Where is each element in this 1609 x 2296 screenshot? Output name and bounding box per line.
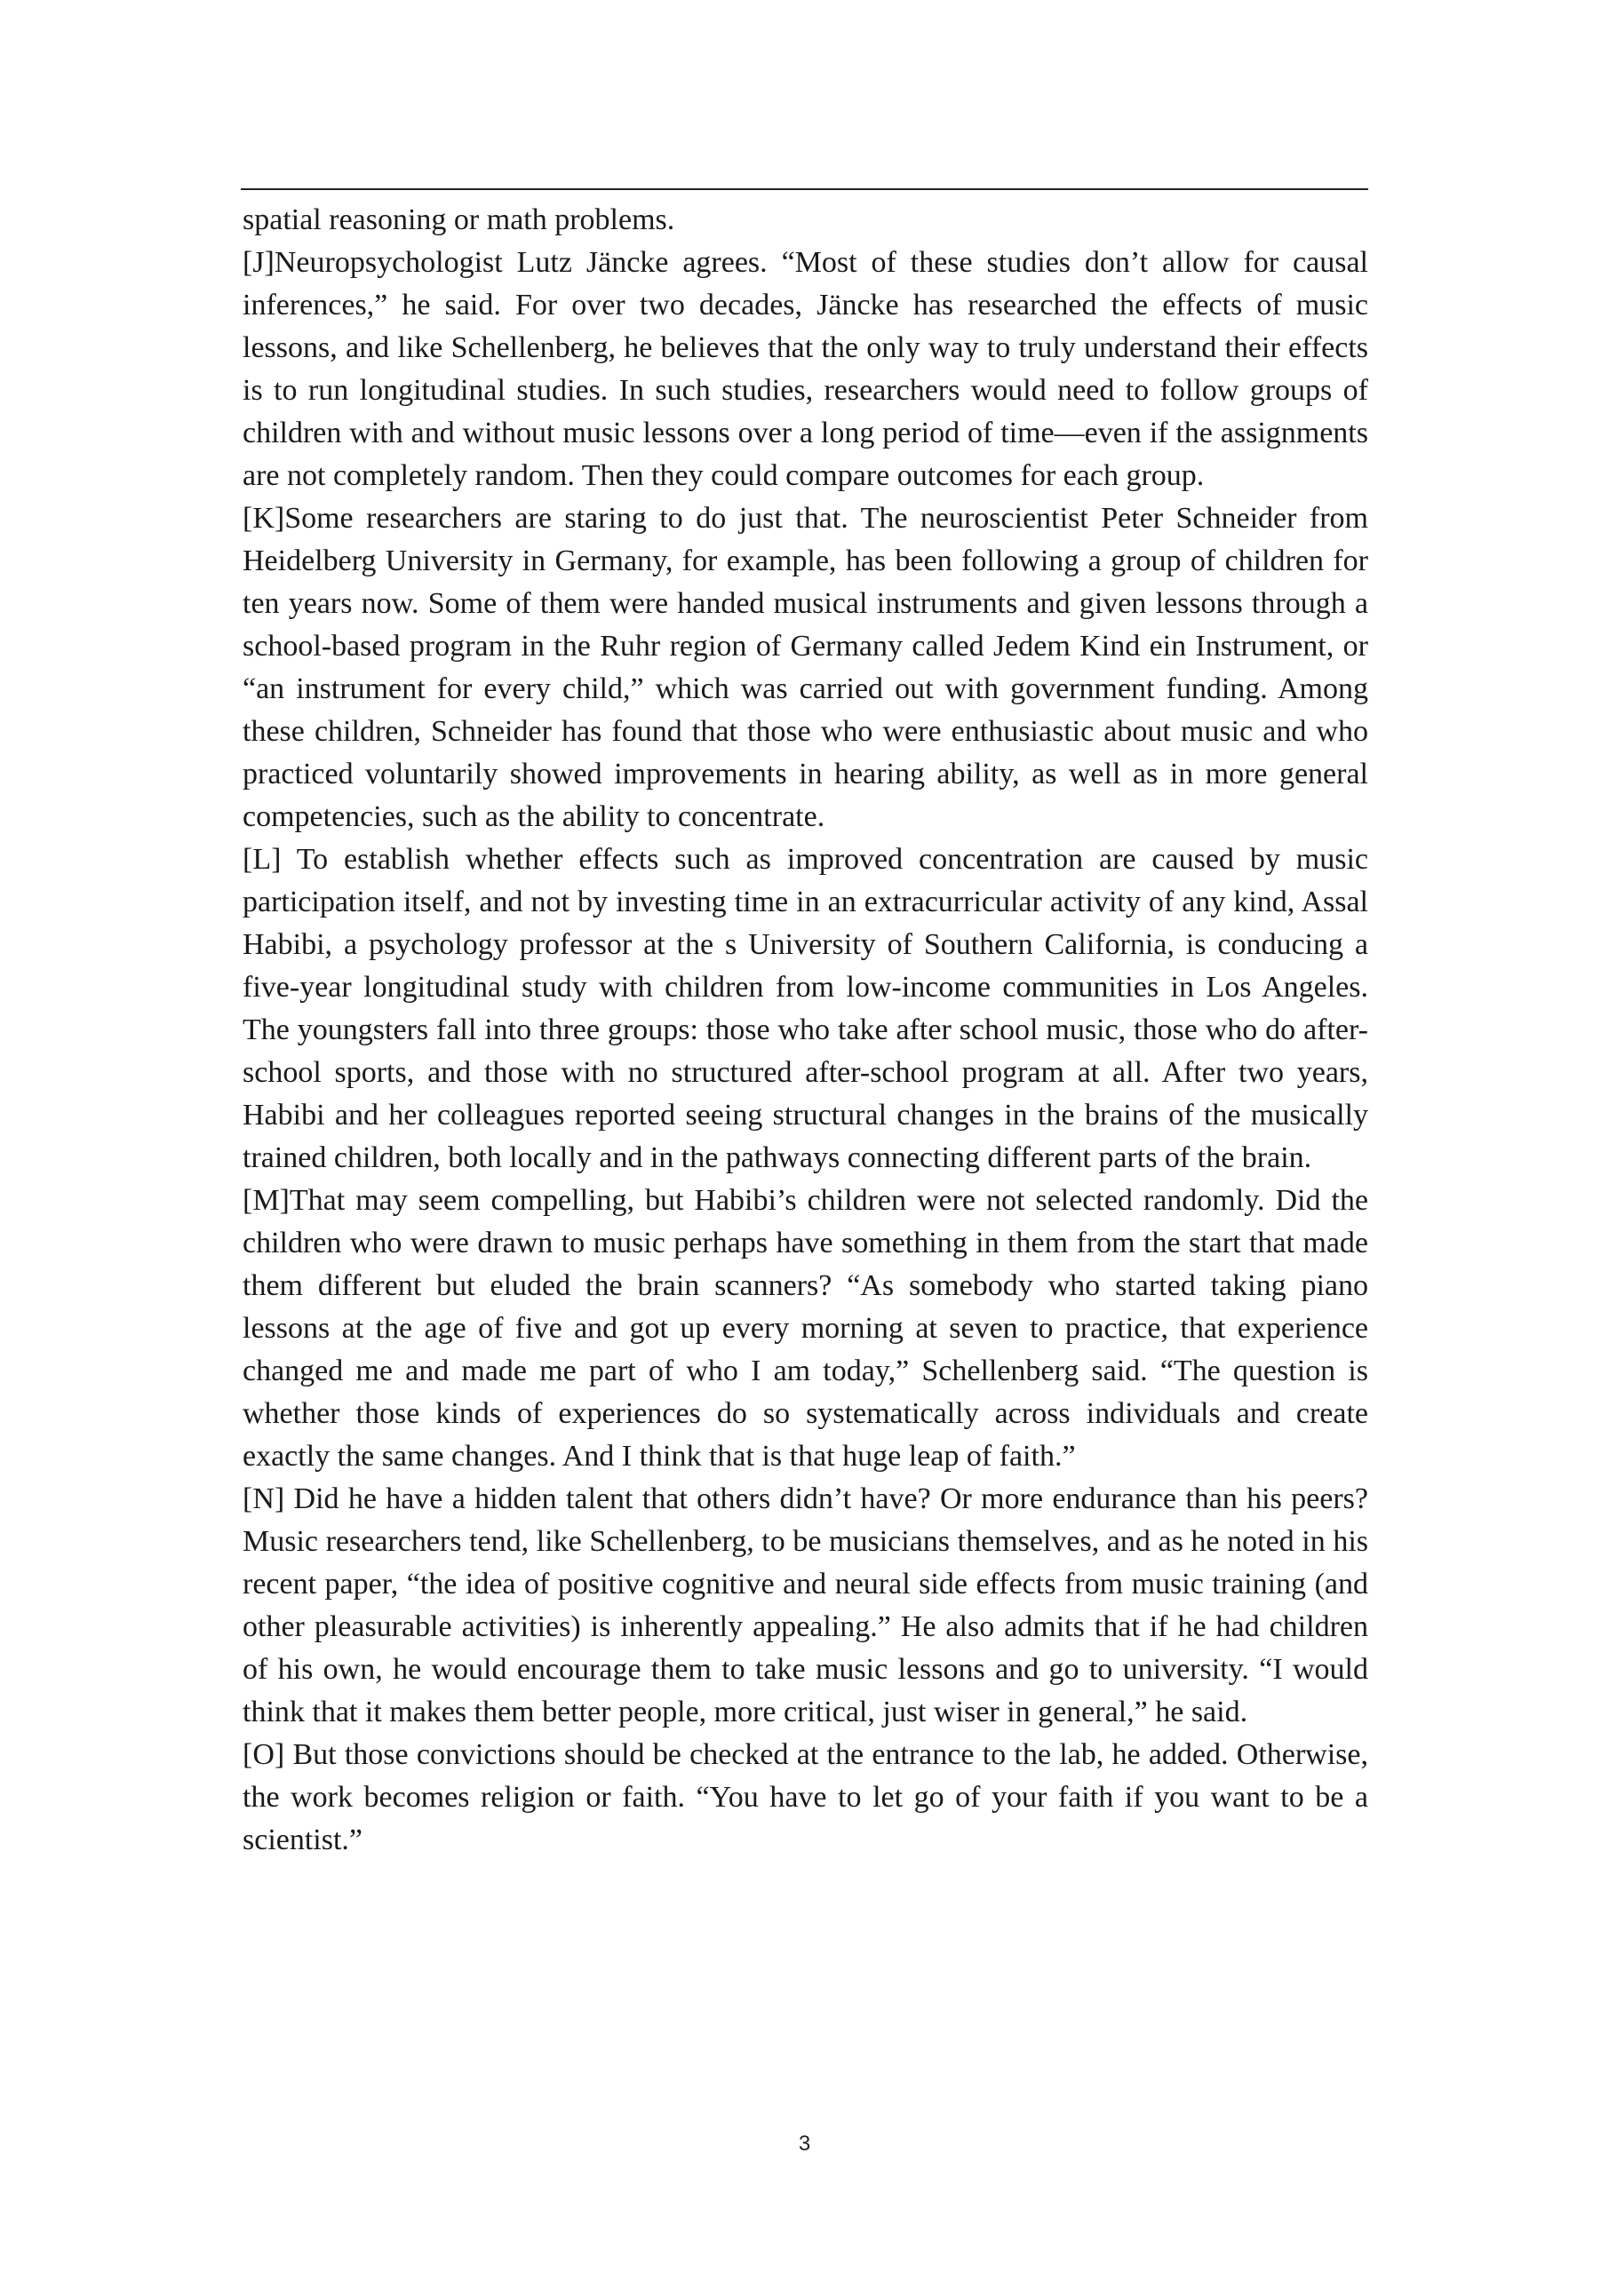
header-rule [241,188,1368,190]
paragraph-l: [L] To establish whether effects such as improved concentration are caused by music participation itself, and not by investing time in an extracurricular activity of any kind, Assal Habibi, a psychology professor at the s University of Southern California, is conducing a five-year longitudinal study with children from low-income communities in Los Angeles. The youngsters fall into three groups: those who take after school music, those who do after-school sports, and those with no structured after-school program at all. After two years, Habibi and her colleagues reported seeing structural changes in the brains of the musically trained children, both locally and in the pathways connecting different parts of the brain. [243,843,1368,1174]
paragraph-k: [K]Some researchers are staring to do just that. The neuroscientist Peter Schneider from Heidelberg University in Germany, for example, has been following a group of children for ten years now. Some of them were handed musical instruments and given lessons through a school-based program in the Ruhr region of Germany called Jedem Kind ein Instrument, or “an instrument for every child,” which was carried out with government funding. Among these children, Schneider has found that those who were enthusiastic about music and who practiced voluntarily showed improvements in hearing ability, as well as in more general competencies, such as the ability to concentrate. [243,502,1368,833]
paragraph-n: [N] Did he have a hidden talent that others didn’t have? Or more endurance than his peers? Music researchers tend, like Schellenberg, to be musicians themselves, and as he noted in his recent paper, “the idea of positive cognitive and neural side effects from music training (and other pleasurable activities) is inherently appealing.” He also admits that if he had children of his own, he would encourage them to take music lessons and go to university. “I would think that it makes them better people, more critical, just wiser in general,” he said. [243,1482,1368,1728]
paragraph-j: [J]Neuropsychologist Lutz Jäncke agrees. “Most of these studies don’t allow for causal inferences,” he said. For over two decades, Jäncke has researched the effects of music lessons, and like Schellenberg, he believes that the only way to truly understand their effects is to run longitudinal studies. In such studies, researchers would need to follow groups of children with and without music lessons over a long period of time—even if the assignments are not completely random. Then they could compare outcomes for each group. [243,246,1368,492]
body-text [243,199,1368,1862]
paragraph-o: [O] But those convictions should be checked at the entrance to the lab, he added. Otherwise, the work becomes religion or faith. “You have to let go of your faith if you want to be a scientist.” [243,1738,1368,1856]
page-number: 3 [798,2132,811,2156]
paragraph-continuation: spatial reasoning or math problems. [243,203,675,236]
paragraph-m: [M]That may seem compelling, but Habibi’s children were not selected randomly. Did the children who were drawn to music perhaps have something in them from the start that made them different but eluded the brain scanners? “As somebody who started taking piano lessons at the age of five and got up every morning at seven to practice, that experience changed me and made me part of who I am today,” Schellenberg said. “The question is whether those kinds of experiences do so systematically across individuals and create exactly the same changes. And I think that is that huge leap of faith.” [243,1184,1368,1473]
